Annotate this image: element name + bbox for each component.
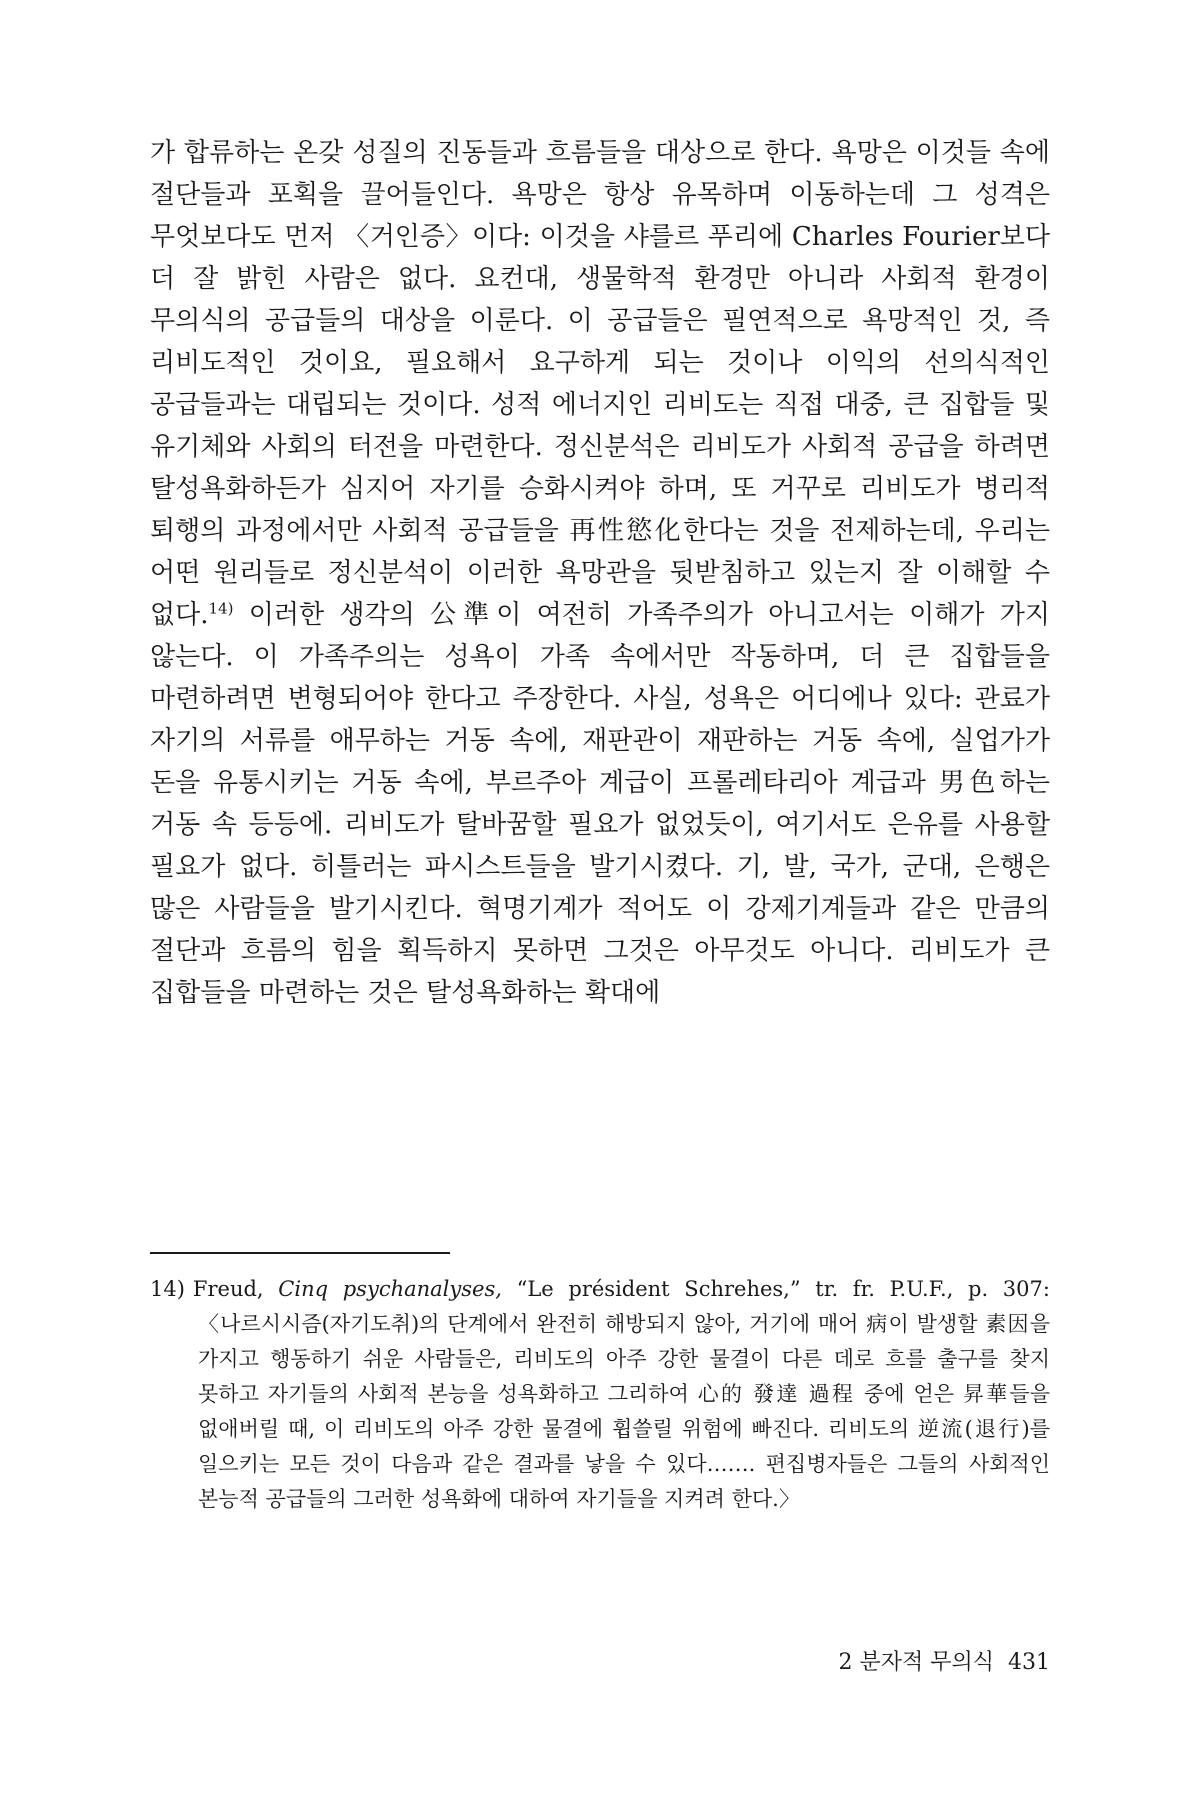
running-footer (839, 1648, 1051, 1678)
body-text-part-2: 이러한 생각의 公準이 여전히 가족주의가 아니고서는 이해가 가지 않는다. 이 가족주의는 성욕이 가족 속에서만 작동하며, 더 큰 집합들을 마련하려면 변형되어야 한다고 주장한다. 사실, 성욕은 어디에나 있다: 관료가 자기의 서류를 애무하는 거동 속에, 재판관이 재판하는 거동 속에, 실업가가 돈을 유통시키는 거동 속에, 부르주아 계급이 프롤레타리아 계급과 男色하는 거동 속 등등에. 리비도가 탈바꿈할 필요가 없었듯이, 여기서도 은유를 사용할 필요가 없다. 히틀러는 파시스트들을 발기시켰다. 기, 발, 국가, 군대, 은행은 많은 사람들을 발기시킨다. 혁명기계가 적어도 이 강제기계들과 같은 만큼의 절단과 흐름의 힘을 획득하지 못하면 그것은 아무것도 아니다. 리비도가 큰 집합들을 마련하는 것은 탈성욕화하는 확대에 (150, 600, 1050, 1008)
footnote (150, 1272, 1050, 1517)
body-text-part-1: 가 합류하는 온갖 성질의 진동들과 흐름들을 대상으로 한다. 욕망은 이것들 속에 절단들과 포획을 끌어들인다. 욕망은 항상 유목하며 이동하는데 그 성격은 무엇보다도 먼저 〈거인증〉이다: 이것을 샤를르 푸리에 Charles Fourier보다 더 잘 밝힌 사람은 없다. 요컨대, 생물학적 환경만 아니라 사회적 환경이 무의식의 공급들의 대상을 이룬다. 이 공급들은 필연적으로 욕망적인 것, 즉 리비도적인 것이요, 필요해서 요구하게 되는 것이나 이익의 선의식적인 공급들과는 대립되는 것이다. 성적 에너지인 리비도는 직접 대중, 큰 집합들 및 유기체와 사회의 터전을 마련한다. 정신분석은 리비도가 사회적 공급을 하려면 탈성욕화하든가 심지어 자기를 승화시켜야 하며, 또 거꾸로 리비도가 병리적 퇴행의 과정에서만 사회적 공급들을 再性慾化한다는 것을 전제하는데, 우리는 어떤 원리들로 정신분석이 이러한 욕망관을 뒷받침하고 있는지 잘 이해할 수 없다. (150, 138, 1050, 630)
footnote-number: 14) (150, 1277, 185, 1301)
footnote-reference[interactable]: 14) (208, 599, 234, 618)
body-paragraph (150, 132, 1050, 1014)
footnote-divider (150, 1252, 450, 1254)
page-number: 431 (1008, 1650, 1050, 1675)
footnote-author: Freud, (192, 1277, 264, 1301)
chapter-title: 2 분자적 무의식 (838, 1650, 994, 1675)
footnote-title: Cinq psychanalyses, (278, 1277, 502, 1301)
footnote-text: “Le président Schrehes,” tr. fr. P.U.F., p. 307: 〈나르시시즘(자기도취)의 단계에서 완전히 해방되지 않아, 거기에 매어 病이 발생할 素因을 가지고 행동하기 쉬운 사람들은, 리비도의 아주 강한 물결이 다른 데로 흐를 출구를 찾지 못하고 자기들의 사회적 본능을 성욕화하고 그리하여 心的 發達 過程 중에 얻은 昇華들을 없애버릴 때, 이 리비도의 아주 강한 물결에 휩쓸릴 위험에 빠진다. 리비도의 逆流(退行)를 일으키는 모든 것이 다음과 같은 결과를 낳을 수 있다……. 편집병자들은 그들의 사회적인 본능적 공급들의 그러한 성욕화에 대하여 자기들을 지켜려 한다.〉 (198, 1277, 1050, 1511)
